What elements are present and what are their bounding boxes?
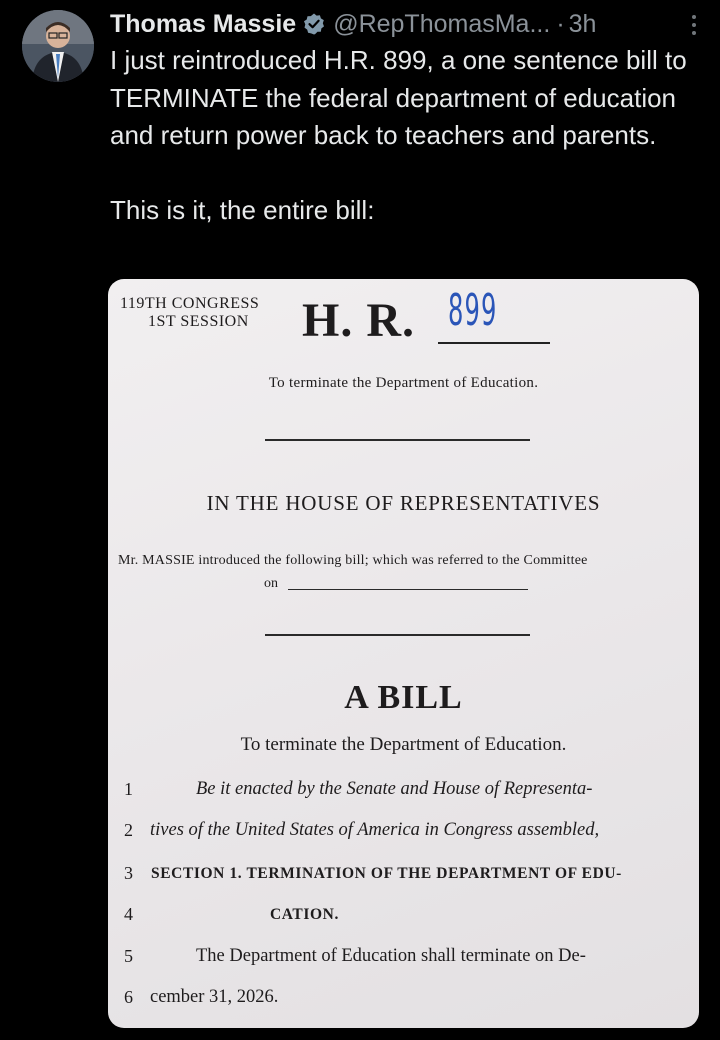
line-number: 5 [124, 946, 133, 966]
tweet-text-paragraph: This is it, the entire bill: [110, 194, 375, 225]
committee-blank-line [288, 589, 528, 590]
bill-line [108, 863, 699, 893]
committee-on-label: on [264, 576, 278, 591]
bill-line [108, 987, 699, 1017]
more-options-icon[interactable] [684, 10, 704, 40]
bill-line [108, 820, 699, 850]
display-name[interactable]: Thomas Massie [110, 9, 297, 38]
bill-short-title: To terminate the Department of Education. [268, 375, 539, 391]
separator-dot: · [556, 9, 565, 38]
tweet-header [110, 6, 704, 42]
line-number: 4 [124, 904, 133, 924]
bill-subtitle: To terminate the Department of Education. [240, 734, 567, 755]
bill-number-handwritten: 899 [448, 285, 498, 336]
line-number: 3 [124, 863, 133, 883]
divider [265, 634, 530, 636]
line-number: 1 [124, 779, 133, 799]
line-number: 2 [124, 820, 133, 840]
line-text: SECTION 1. TERMINATION OF THE DEPARTMENT OF EDU- [151, 865, 622, 882]
bill-title: A BILL [344, 679, 463, 716]
line-text: The Department of Education shall terminate on De- [196, 946, 586, 966]
bill-photo[interactable] [108, 279, 699, 1028]
session-number: 1ST SESSION [148, 313, 249, 330]
congress-session-label [120, 295, 259, 331]
line-text: Be it enacted by the Senate and House of Representa- [196, 779, 593, 799]
avatar[interactable] [22, 10, 94, 82]
tweet-text-paragraph: I just reintroduced H.R. 899, a one sentence bill to TERMINATE the federal department of education and return power back to teachers and parents. [110, 45, 687, 150]
bill-prefix: H. R. [302, 294, 415, 347]
tweet-text [110, 42, 700, 229]
line-text: tives of the United States of America in Congress assembled, [150, 820, 600, 840]
bill-line [108, 779, 699, 809]
line-number: 6 [124, 987, 133, 1007]
divider [265, 439, 530, 441]
chamber-heading: IN THE HOUSE OF REPRESENTATIVES [206, 491, 601, 515]
introduction-text: Mr. MASSIE introduced the following bill; which was referred to the Committee [118, 553, 588, 568]
bill-line [108, 946, 699, 976]
user-handle[interactable]: @RepThomasMa... [333, 9, 551, 38]
bill-line [108, 904, 699, 934]
timestamp[interactable]: 3h [568, 9, 597, 38]
line-text: CATION. [270, 906, 339, 923]
congress-number: 119TH CONGRESS [120, 295, 260, 312]
bill-number-line [438, 342, 550, 344]
line-text: cember 31, 2026. [150, 987, 279, 1007]
verified-badge-icon [302, 12, 326, 36]
